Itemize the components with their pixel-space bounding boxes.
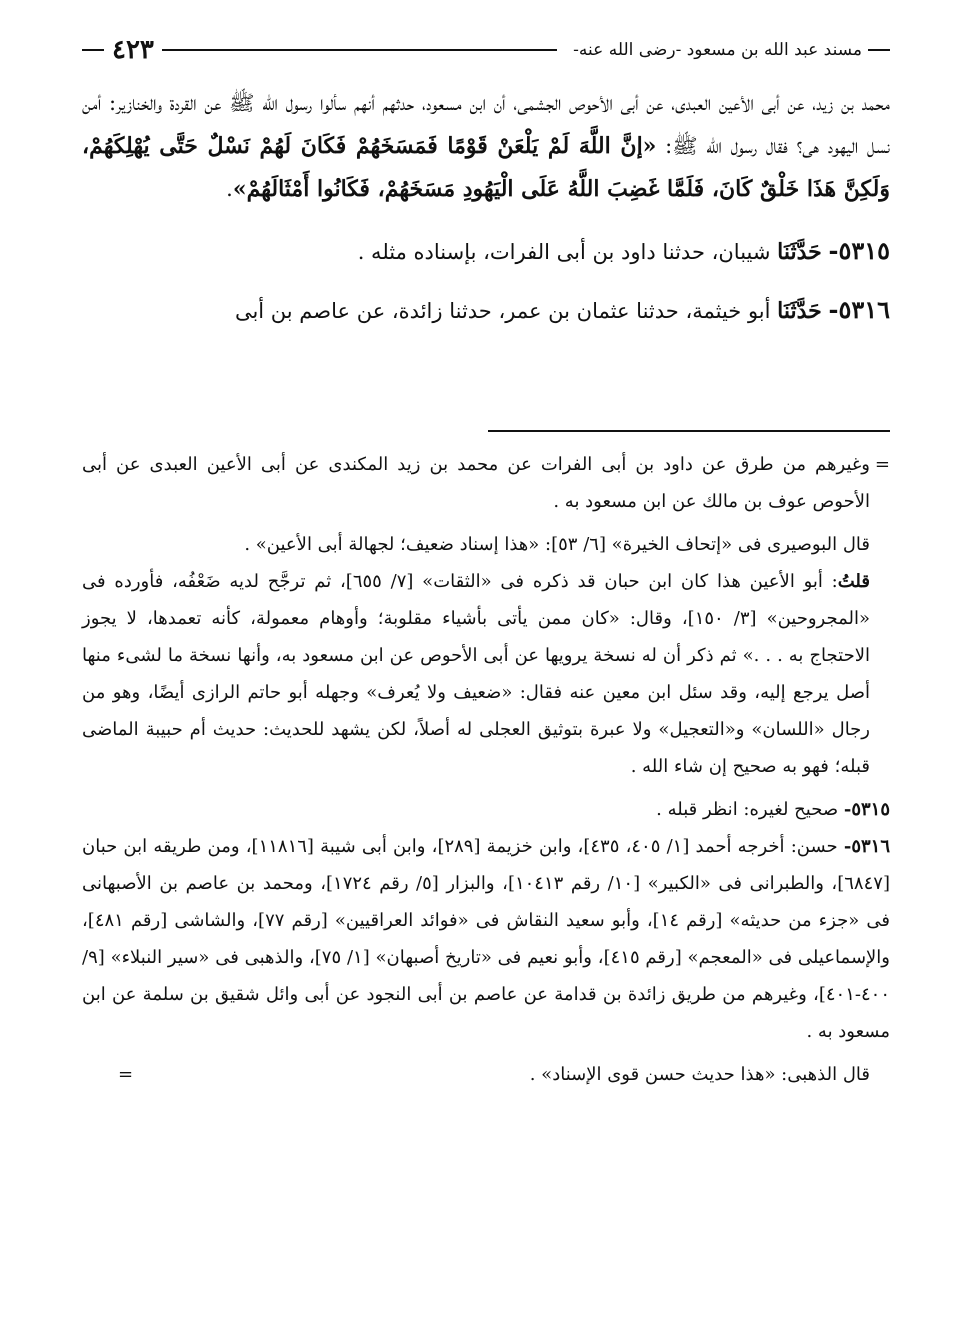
page-number: ٤٢٣ <box>112 35 154 65</box>
hadith-entry-5316 <box>82 288 890 333</box>
footnote-text: وغيرهم من طرق عن داود بن أبى الفرات عن محمد بن زيد المكندى عن أبى الأعين العبدى عن أبى الأحوص عوف بن مالك عن ابن مسعود به . <box>82 454 870 512</box>
footnote-number: ٥٣١٦- <box>843 836 890 857</box>
entry-number: ٥٣١٥- <box>828 236 890 265</box>
commentary-lead: قلتُ <box>837 571 870 592</box>
header-trail-rule <box>82 49 104 51</box>
commentary-text: : أبو الأعين هذا كان ابن حبان قد ذكره فى «الثقات» [٧/ ٦٥٥]، ثم ترجَّح لديه ضَعْفُه، فأورده فى «المجروحين» [٣/ ١٥٠]، وقال: «كان ممن يأتى بأشياء مقلوبة؛ وأوهام معمولة، كأنه تعمدها، لا يجوز الاحتجاج به . . .» ثم ذكر أن له نسخة يرويها عن أبى الأحوص عن ابن مسعود به، وأنها نسخة ما لشىء منها أصل يرجع إليه، وقد سئل ابن معين عنه فقال: «ضعيف ولا يُعرف» وجهله أبو حاتم الرازى أيضًا، وهو من رجال «اللسان» و«التعجيل» ولا عبرة بتوثيق العجلى له أصلاً، لكن يشهد للحديث: حديث أم حبيبة الماضى قبله؛ فهو به صحيح إن شاء الله . <box>82 571 870 777</box>
footnote-text: صحيح لغيره: انظر قبله . <box>656 799 844 820</box>
footnote-5316 <box>82 828 890 1050</box>
footnote-text: حسن: أخرجه أحمد [١/ ٤٠٥، ٤٣٥]، وابن خزيمة [٢٨٩]، وابن أبى شيبة [١١٨١٦]، ومن طريقه ابن حبان [٦٨٤٧]، والطبرانى فى «الكبير» [١٠/ رقم ١٠٤١٣]، والبزار [٥/ رقم ١٧٢٤]، ومحمد بن عاصم بن الأصبهانى فى «جزء من حديثه» [رقم ١٤]، وأبو سعيد النقاش فى «فوائد العراقيين» [رقم ٧٧]، والشاشى [رقم ٤٨١]، والإسماعيلى فى «المعجم» [رقم ٤١٥]، وأبو نعيم فى «تاريخ أصبهان» [١/ ٧٥]، والذهبى فى «سير النبلاء» [٩/ ٤٠٠-٤٠١]، وغيرهم من طريق زائدة بن قدامة عن عاصم بن أبى النجود عن أبى وائل شقيق بن سلمة عن ابن مسعود به . <box>82 836 890 1042</box>
footnote-quote-busiri: قال البوصيرى فى «إتحاف الخيرة» [٦/ ٥٣]: «هذا إسناد ضعيف؛ لجهالة أبى الأعين» . <box>244 534 870 555</box>
page-header <box>82 30 890 70</box>
footnote-5315 <box>82 791 890 828</box>
continuation-marker: = <box>874 454 890 475</box>
footnote-number: ٥٣١٥- <box>843 799 890 820</box>
header-rule <box>162 49 557 51</box>
main-text <box>82 82 890 333</box>
entry-verb: حَدَّثَنَا <box>777 239 822 265</box>
continuation-end-marker: = <box>118 1064 134 1085</box>
hadith-matn: «إنَّ اللَّهَ لَمْ يَلْعَنْ قَوْمًا فَمَسَخَهُمْ فَكَانَ لَهُمْ نَسْلٌ حَتَّى يُهْلِكَهُمْ، وَلَكِنَّ هَذَا خَلْقٌ كَانَ، فَلَمَّا غَضِبَ اللَّهُ عَلَى الْيَهُودِ مَسَخَهُمْ، فَكَانُوا أَمْثَالَهُمْ» <box>82 133 890 202</box>
entry-text: شيبان، حدثنا داود بن أبى الفرات، بإسناده مثله . <box>357 240 778 264</box>
entry-number: ٥٣١٦- <box>828 295 890 324</box>
footnote-quote-dhahabi <box>82 1056 890 1093</box>
footnotes <box>82 446 890 1093</box>
header-lead-rule <box>868 49 890 51</box>
hadith-paragraph <box>82 82 890 211</box>
footnote-separator <box>488 430 890 432</box>
entry-verb: حَدَّثَنَا <box>777 298 822 324</box>
hadith-end: . <box>226 177 233 201</box>
footnote-text: قال الذهبى: «هذا حديث حسن قوى الإسناد» . <box>529 1064 870 1085</box>
hadith-chain: محمد بن زيد، عن أبى الأعين العبدى، عن أبى الأحوص الجشمى، أن ابن مسعود، حدثهم أنهم سألوا رسول الله ﷺ عن القردة والخنازير: أمن نسل اليهود هى؟ فقال رسول الله ﷺ: <box>82 91 891 158</box>
footnote-continuation <box>82 446 890 520</box>
entry-text: أبو خيثمة، حدثنا عثمان بن عمر، حدثنا زائدة، عن عاصم بن أبى <box>234 299 778 323</box>
footnote-commentary <box>82 563 890 785</box>
running-title: مسند عبد الله بن مسعود -رضى الله عنه- <box>573 40 862 60</box>
hadith-entry-5315 <box>82 229 890 274</box>
